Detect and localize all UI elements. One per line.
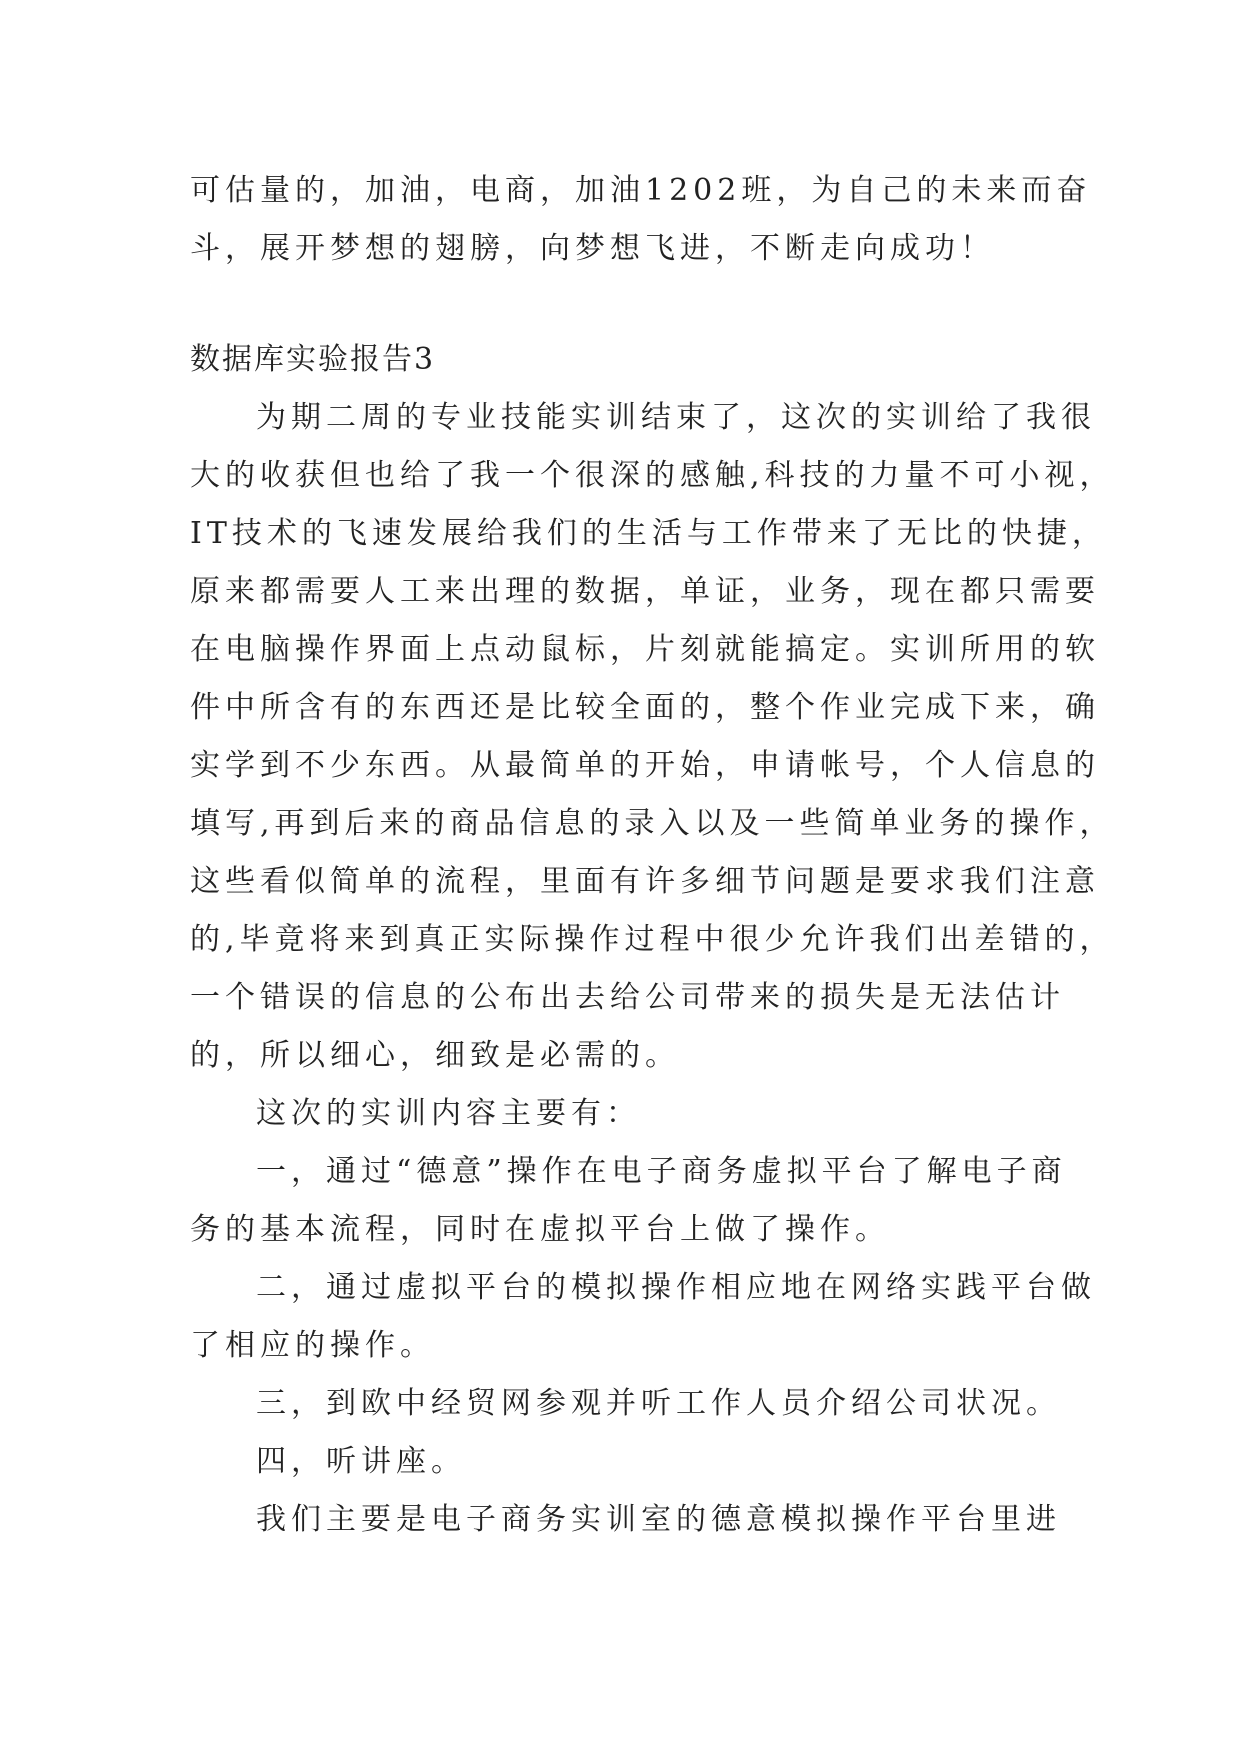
text-line: 可估量的，加油，电商，加油1202班，为自己的未来而奋	[190, 173, 1092, 208]
last-paragraph-start: 我们主要是电子商务实训室的德意模拟操作平台里进	[256, 1502, 1061, 1537]
text-line: 了相应的操作。	[190, 1328, 435, 1363]
text-line: 的,毕竟将来到真正实际操作过程中很少允许我们出差错的，	[190, 922, 1115, 957]
text-line: 大的收获但也给了我一个很深的感触,科技的力量不可小视，	[190, 458, 1115, 493]
text-line: 务的基本流程，同时在虚拟平台上做了操作。	[190, 1212, 890, 1247]
text-line: 在电脑操作界面上点动鼠标，片刻就能搞定。实训所用的软	[190, 632, 1100, 667]
content-intro: 这次的实训内容主要有：	[256, 1096, 641, 1131]
list-item-2	[190, 1259, 1096, 1375]
text-line: 填写,再到后来的商品信息的录入以及一些简单业务的操作，	[190, 806, 1115, 841]
list-item-4: 四，听讲座。	[256, 1444, 466, 1479]
document-body	[190, 162, 1115, 1549]
paragraph-1	[190, 389, 1115, 1085]
list-item-3: 三，到欧中经贸网参观并听工作人员介绍公司状况。	[256, 1386, 1061, 1421]
text-line: 这些看似简单的流程，里面有许多细节问题是要求我们注意	[190, 864, 1100, 899]
section-title: 数据库实验报告3	[190, 342, 436, 377]
text-line: 一，通过“德意”操作在电子商务虚拟平台了解电子商	[256, 1154, 1067, 1189]
text-line: 件中所含有的东西还是比较全面的，整个作业完成下来，确	[190, 690, 1100, 725]
text-line: 二，通过虚拟平台的模拟操作相应地在网络实践平台做	[256, 1270, 1096, 1305]
text-line: 一个错误的信息的公布出去给公司带来的损失是无法估计	[190, 980, 1065, 1015]
text-line: 为期二周的专业技能实训结束了，这次的实训给了我很	[256, 400, 1096, 435]
text-line: 斗，展开梦想的翅膀，向梦想飞进，不断走向成功！	[190, 231, 995, 266]
text-line: 原来都需要人工来出理的数据，单证，业务，现在都只需要	[190, 574, 1100, 609]
closing-paragraph	[190, 162, 1092, 278]
list-item-1	[190, 1143, 1067, 1259]
text-line: IT技术的飞速发展给我们的生活与工作带来了无比的快捷，	[190, 516, 1107, 551]
text-line: 实学到不少东西。从最简单的开始，申请帐号，个人信息的	[190, 748, 1100, 783]
text-line: 的，所以细心，细致是必需的。	[190, 1038, 680, 1073]
